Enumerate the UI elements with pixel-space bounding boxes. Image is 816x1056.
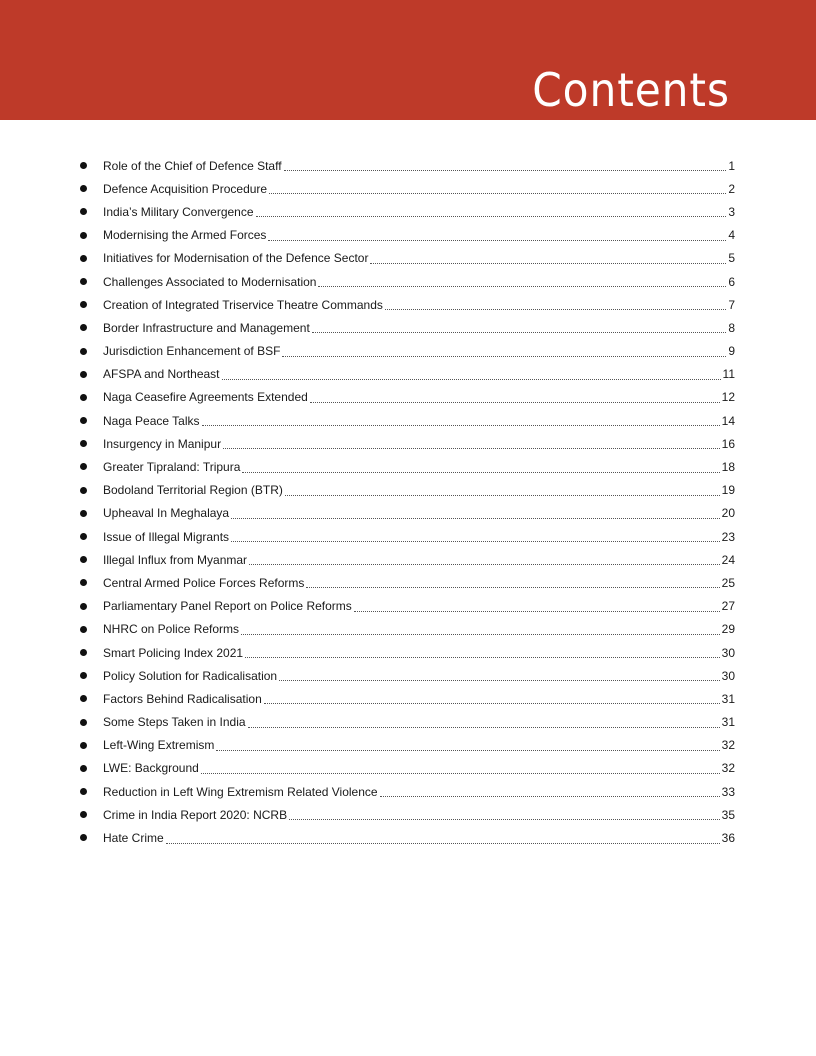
toc-entry-link[interactable] [103, 502, 735, 525]
toc-entry-page-number: 14 [721, 413, 735, 428]
toc-entry-title: Creation of Integrated Triservice Theatre Commands [103, 297, 383, 312]
toc-entry-page-number: 30 [721, 668, 735, 683]
toc-entry-page-number: 16 [721, 436, 735, 451]
toc-entry-title: Insurgency in Manipur [103, 436, 222, 451]
toc-entry-title: Naga Ceasefire Agreements Extended [103, 390, 308, 405]
toc-row [0, 270, 816, 293]
dot-leader [284, 169, 727, 171]
dot-leader [231, 540, 720, 542]
bullet-icon [80, 487, 87, 494]
dot-leader [318, 285, 726, 287]
bullet-icon [80, 672, 87, 679]
toc-entry-title: Policy Solution for Radicalisation [103, 668, 278, 683]
toc-row [0, 664, 816, 687]
toc-row [0, 757, 816, 780]
toc-entry-title: AFSPA and Northeast [103, 367, 220, 382]
toc-entry-title: Illegal Influx from Myanmar [103, 552, 248, 567]
toc-entry-link[interactable] [103, 363, 735, 386]
toc-entry-title: Bodoland Territorial Region (BTR) [103, 483, 283, 498]
toc-entry-title: Crime in India Report 2020: NCRB [103, 807, 288, 822]
bullet-icon [80, 185, 87, 192]
toc-row [0, 711, 816, 734]
toc-entry-link[interactable] [103, 780, 735, 803]
dot-leader [310, 401, 720, 403]
dot-leader [242, 471, 719, 473]
toc-row [0, 432, 816, 455]
dot-leader [370, 262, 726, 264]
dot-leader [306, 586, 719, 588]
toc-entry-link[interactable] [103, 618, 735, 641]
toc-entry-link[interactable] [103, 687, 735, 710]
dot-leader [223, 447, 720, 449]
toc-entry-page-number: 4 [728, 228, 735, 243]
toc-entry-link[interactable] [103, 293, 735, 316]
toc-entry-title: Challenges Associated to Modernisation [103, 274, 317, 289]
toc-entry-title: Initiatives for Modernisation of the Defence Sector [103, 251, 369, 266]
dot-leader [241, 633, 720, 635]
dot-leader [380, 795, 720, 797]
toc-entry-link[interactable] [103, 200, 735, 223]
toc-entry-page-number: 29 [721, 622, 735, 637]
toc-entry-page-number: 2 [728, 181, 735, 196]
dot-leader [264, 702, 720, 704]
dot-leader [312, 331, 727, 333]
toc-entry-title: Border Infrastructure and Management [103, 320, 310, 335]
dot-leader [269, 192, 726, 194]
toc-row [0, 316, 816, 339]
toc-entry-page-number: 35 [721, 807, 735, 822]
toc-entry-page-number: 18 [721, 460, 735, 475]
toc-entry-link[interactable] [103, 177, 735, 200]
toc-entry-page-number: 24 [721, 552, 735, 567]
toc-row [0, 618, 816, 641]
toc-row [0, 247, 816, 270]
dot-leader [166, 842, 720, 844]
bullet-icon [80, 811, 87, 818]
toc-row [0, 803, 816, 826]
bullet-icon [80, 695, 87, 702]
toc-entry-link[interactable] [103, 571, 735, 594]
toc-entry-page-number: 32 [721, 761, 735, 776]
toc-entry-page-number: 31 [721, 691, 735, 706]
toc-entry-title: Left-Wing Extremism [103, 738, 215, 753]
toc-entry-link[interactable] [103, 757, 735, 780]
toc-entry-title: Naga Peace Talks [103, 413, 200, 428]
dot-leader [201, 772, 720, 774]
toc-entry-link[interactable] [103, 432, 735, 455]
bullet-icon [80, 417, 87, 424]
toc-row [0, 154, 816, 177]
bullet-icon [80, 649, 87, 656]
toc-entry-page-number: 33 [721, 784, 735, 799]
toc-row [0, 548, 816, 571]
toc-row [0, 525, 816, 548]
toc-row [0, 200, 816, 223]
toc-entry-link[interactable] [103, 641, 735, 664]
toc-entry-page-number: 30 [721, 645, 735, 660]
bullet-icon [80, 834, 87, 841]
toc-entry-page-number: 11 [722, 367, 735, 382]
toc-entry-title: Central Armed Police Forces Reforms [103, 575, 305, 590]
toc-row [0, 641, 816, 664]
toc-row [0, 687, 816, 710]
toc-entry-page-number: 23 [721, 529, 735, 544]
toc-row [0, 571, 816, 594]
toc-entry-title: Some Steps Taken in India [103, 715, 246, 730]
toc-entry-link[interactable] [103, 224, 735, 247]
toc-row [0, 224, 816, 247]
toc-entry-title: Parliamentary Panel Report on Police Reforms [103, 599, 352, 614]
bullet-icon [80, 324, 87, 331]
dot-leader [249, 563, 720, 565]
toc-entry-title: Smart Policing Index 2021 [103, 645, 244, 660]
dot-leader [256, 215, 727, 217]
toc-row [0, 340, 816, 363]
toc-row [0, 293, 816, 316]
toc-row [0, 595, 816, 618]
toc-entry-page-number: 5 [728, 251, 735, 266]
toc-entry-title: LWE: Background [103, 761, 199, 776]
bullet-icon [80, 719, 87, 726]
dot-leader [282, 355, 726, 357]
toc-row [0, 363, 816, 386]
toc-entry-title: Jurisdiction Enhancement of BSF [103, 344, 281, 359]
bullet-icon [80, 603, 87, 610]
toc-entry-title: NHRC on Police Reforms [103, 622, 240, 637]
toc-entry-page-number: 12 [721, 390, 735, 405]
dot-leader [248, 726, 720, 728]
toc-entry-link[interactable] [103, 803, 735, 826]
dot-leader [245, 656, 720, 658]
bullet-icon [80, 463, 87, 470]
toc-row [0, 177, 816, 200]
bullet-icon [80, 533, 87, 540]
dot-leader [285, 494, 720, 496]
toc-row [0, 455, 816, 478]
toc-entry-page-number: 6 [728, 274, 735, 289]
toc-entry-page-number: 8 [728, 320, 735, 335]
toc-entry-title: India’s Military Convergence [103, 204, 254, 219]
bullet-icon [80, 301, 87, 308]
toc-row [0, 826, 816, 849]
toc-entry-page-number: 25 [721, 575, 735, 590]
bullet-icon [80, 579, 87, 586]
bullet-icon [80, 510, 87, 517]
toc-row [0, 780, 816, 803]
toc-entry-page-number: 31 [721, 715, 735, 730]
bullet-icon [80, 232, 87, 239]
dot-leader [216, 749, 719, 751]
toc-entry-link[interactable] [103, 479, 735, 502]
toc-entry-page-number: 3 [728, 204, 735, 219]
toc-entry-page-number: 7 [728, 297, 735, 312]
bullet-icon [80, 208, 87, 215]
toc-entry-title: Role of the Chief of Defence Staff [103, 158, 282, 173]
dot-leader [289, 818, 720, 820]
toc-entry-link[interactable] [103, 455, 735, 478]
toc-entry-link[interactable] [103, 247, 735, 270]
toc-entry-link[interactable] [103, 734, 735, 757]
bullet-icon [80, 394, 87, 401]
dot-leader [268, 239, 726, 241]
toc-entry-page-number: 27 [721, 599, 735, 614]
toc-entry-title: Hate Crime [103, 831, 164, 846]
toc-entry-title: Greater Tipraland: Tripura [103, 460, 241, 475]
toc-entry-page-number: 9 [728, 344, 735, 359]
toc-entry-title: Reduction in Left Wing Extremism Related Violence [103, 784, 378, 799]
toc-entry-title: Modernising the Armed Forces [103, 228, 267, 243]
toc-entry-page-number: 32 [721, 738, 735, 753]
bullet-icon [80, 742, 87, 749]
bullet-icon [80, 162, 87, 169]
dot-leader [202, 424, 720, 426]
bullet-icon [80, 556, 87, 563]
table-of-contents [0, 154, 816, 850]
page-title: Contents [532, 63, 730, 117]
bullet-icon [80, 788, 87, 795]
toc-row [0, 409, 816, 432]
toc-entry-page-number: 19 [721, 483, 735, 498]
bullet-icon [80, 440, 87, 447]
toc-entry-link[interactable] [103, 595, 735, 618]
toc-entry-link[interactable] [103, 664, 735, 687]
toc-entry-title: Defence Acquisition Procedure [103, 181, 268, 196]
bullet-icon [80, 278, 87, 285]
bullet-icon [80, 626, 87, 633]
bullet-icon [80, 371, 87, 378]
bullet-icon [80, 765, 87, 772]
toc-entry-title: Factors Behind Radicalisation [103, 691, 262, 706]
toc-entry-link[interactable] [103, 340, 735, 363]
toc-entry-link[interactable] [103, 316, 735, 339]
bullet-icon [80, 348, 87, 355]
toc-entry-link[interactable] [103, 386, 735, 409]
toc-row [0, 502, 816, 525]
bullet-icon [80, 255, 87, 262]
toc-entry-link[interactable] [103, 826, 735, 849]
toc-row [0, 734, 816, 757]
toc-entry-link[interactable] [103, 409, 735, 432]
toc-entry-link[interactable] [103, 525, 735, 548]
toc-entry-title: Issue of Illegal Migrants [103, 529, 230, 544]
toc-row [0, 479, 816, 502]
toc-entry-title: Upheaval In Meghalaya [103, 506, 230, 521]
toc-entry-page-number: 36 [721, 831, 735, 846]
toc-entry-link[interactable] [103, 154, 735, 177]
dot-leader [279, 679, 720, 681]
dot-leader [354, 610, 720, 612]
dot-leader [385, 308, 726, 310]
header-band [0, 0, 816, 120]
toc-entry-link[interactable] [103, 711, 735, 734]
dot-leader [222, 378, 721, 380]
toc-entry-link[interactable] [103, 548, 735, 571]
toc-entry-page-number: 1 [728, 158, 735, 173]
toc-entry-page-number: 20 [721, 506, 735, 521]
toc-entry-link[interactable] [103, 270, 735, 293]
toc-row [0, 386, 816, 409]
dot-leader [231, 517, 720, 519]
